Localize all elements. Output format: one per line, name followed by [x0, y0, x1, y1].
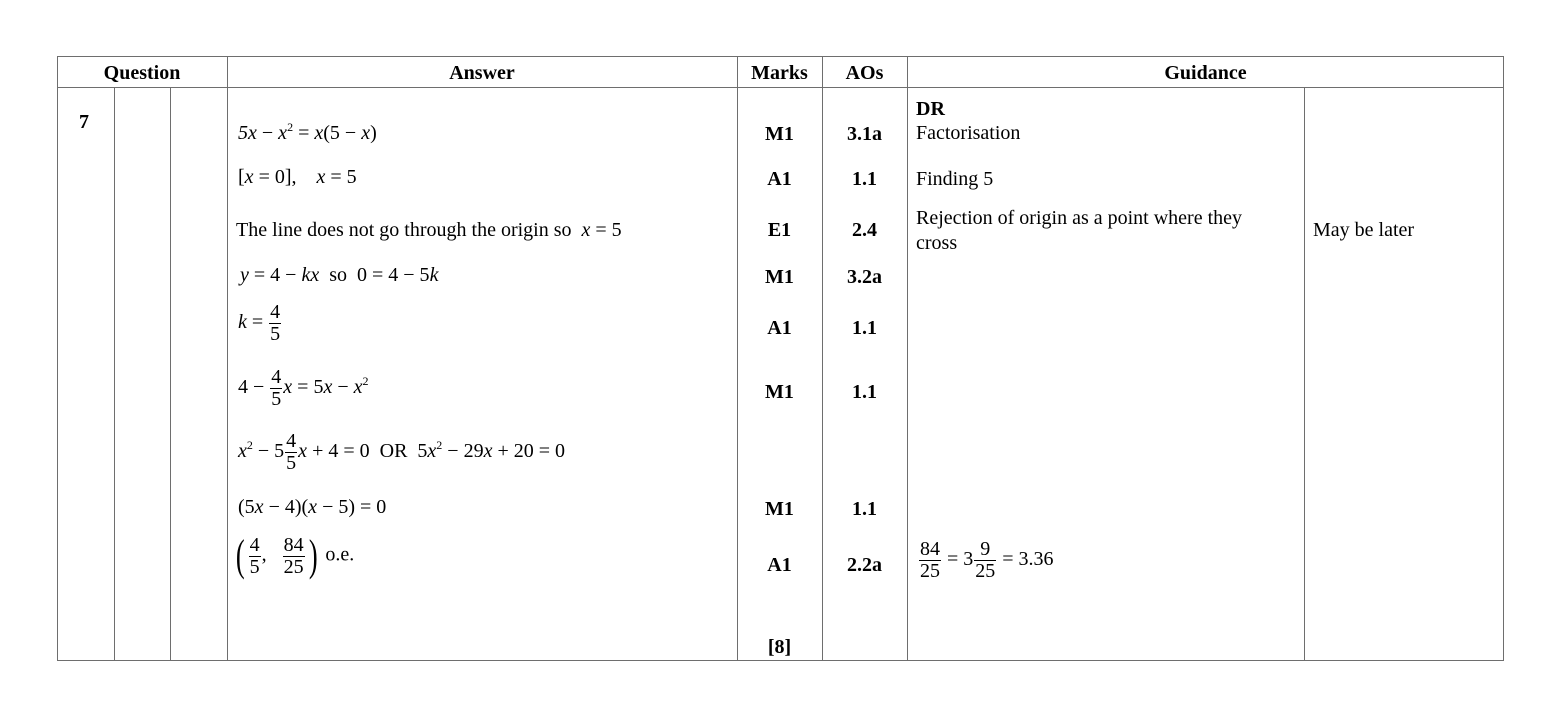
answer-col-divider	[227, 56, 228, 661]
marks-row-4: A1	[767, 317, 792, 339]
ao-row-4: 1.1	[852, 317, 877, 339]
guidance-note-row-2: May be later	[1313, 219, 1415, 241]
answer-row-8-suffix: o.e.	[325, 543, 355, 566]
marks-row-8: A1	[767, 554, 792, 576]
guidance-row-8: $\frac{84}{25}$ = 3 $\frac{9}{25}$ = 3.36	[920, 538, 1054, 582]
table-bottom-border	[57, 660, 1504, 661]
marks-row-2: E1	[767, 219, 792, 241]
answer-row-4: k = $\frac{4}{5}$	[238, 301, 281, 345]
question-number: 7	[79, 111, 89, 133]
table-left-border	[57, 56, 58, 661]
ao-row-2: 2.4	[852, 219, 877, 241]
total-marks: [8]	[767, 636, 792, 658]
question-subcol-divider-2	[170, 87, 171, 661]
header-guidance: Guidance	[1164, 62, 1247, 84]
ao-row-5: 1.1	[852, 381, 877, 403]
answer-row-8: ( $\frac{4}{5}$ , $\frac{84}{25}$ ) o.e.	[235, 531, 355, 580]
ao-row-0: 3.1a	[847, 123, 882, 145]
ao-row-8: 2.2a	[847, 554, 882, 576]
header-bottom-border	[57, 87, 1504, 88]
answer-row-5: 4 − $\frac{4}{5}$ $x = 5x - x^2$	[238, 366, 369, 410]
marks-row-0: M1	[765, 123, 794, 145]
ao-row-1: 1.1	[852, 168, 877, 190]
markscheme-table	[57, 56, 1504, 661]
marks-row-7: M1	[765, 498, 794, 520]
guidance-col-divider	[907, 56, 908, 661]
answer-row-0: $5x - x^2 = x(5 - x)$	[238, 120, 377, 144]
table-right-border	[1503, 56, 1504, 661]
answer-row-1: [x = 0], x = 5	[238, 166, 357, 188]
guidance-row-2-line-2: cross	[916, 232, 958, 254]
answer-row-2: The line does not go through the origin so x = 5	[236, 219, 622, 241]
guidance-subcol-divider	[1304, 87, 1305, 661]
marks-row-1: A1	[767, 168, 792, 190]
guidance-row-1: Finding 5	[916, 168, 994, 190]
answer-row-3: y = 4 − kx so 0 = 4 − 5k	[240, 264, 439, 286]
answer-row-7: (5x − 4)(x − 5) = 0	[238, 496, 387, 518]
guidance-row-2-line-1: Rejection of origin as a point where they	[916, 207, 1243, 229]
ao-row-3: 3.2a	[847, 266, 882, 288]
header-answer: Answer	[449, 62, 515, 84]
header-aos: AOs	[845, 62, 884, 84]
marks-row-5: M1	[765, 381, 794, 403]
guidance-heading: DR	[916, 98, 945, 120]
ao-row-7: 1.1	[852, 498, 877, 520]
marks-row-3: M1	[765, 266, 794, 288]
header-question: Question	[103, 62, 181, 84]
guidance-row-0: Factorisation	[916, 122, 1021, 144]
table-top-border	[57, 56, 1504, 57]
header-marks: Marks	[751, 62, 808, 84]
answer-row-6: $x^2 - 5$ $\frac{4}{5}$ x + 4 = 0 OR $5x^2 - 29x + 20 = 0$	[238, 430, 566, 474]
question-subcol-divider-1	[114, 87, 115, 661]
